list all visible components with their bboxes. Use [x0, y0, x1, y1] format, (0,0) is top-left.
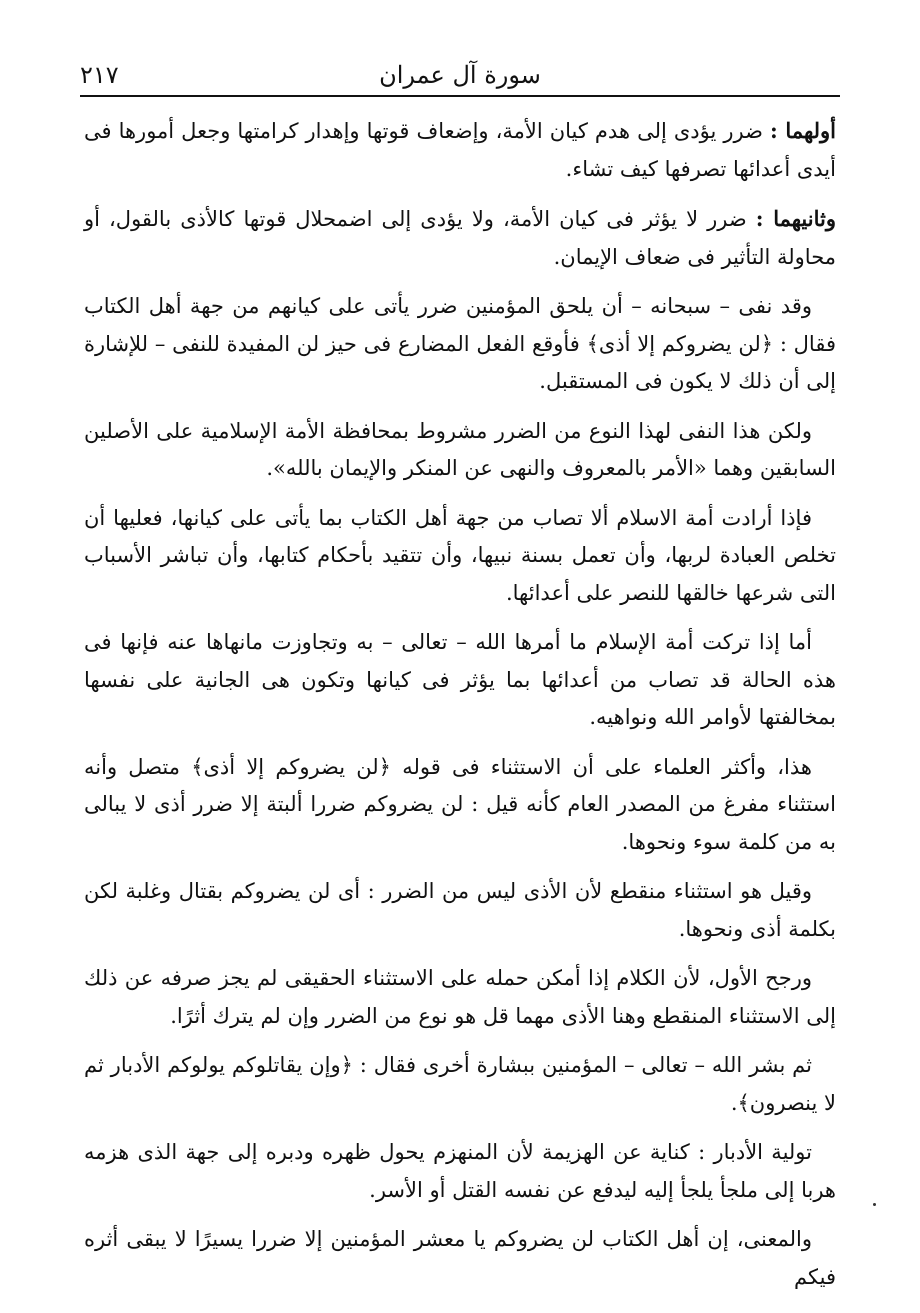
- paragraph: [84, 288, 836, 401]
- paragraph-text: وقيل هو استثناء منقطع لأن الأذى ليس من الضرر : أى لن يضروكم بقتال وغلبة لكن بكلمة أذى ونحوها.: [84, 879, 836, 941]
- paragraph-text: ورجح الأول، لأن الكلام إذا أمكن حمله على الاستثناء الحقيقى لم يجز صرفه عن ذلك إلى الاستثناء المنقطع وهنا الأذى مهما قل هو نوع من الضرر وإن لم يترك أثرًا.: [84, 966, 836, 1028]
- paragraph: [84, 873, 836, 948]
- paragraph-text: أما إذا تركت أمة الإسلام ما أمرها الله – تعالى – به وتجاوزت مانهاها عنه فإنها فى هذه الحالة قد تصاب من أعدائها بما يؤثر فى كيانها وتكون هى الجانية على نفسها بمخالفتها لأوامر الله ونواهيه.: [84, 630, 836, 729]
- paragraph: [84, 1221, 836, 1296]
- page-body: [84, 112, 836, 1308]
- header-rule: [80, 95, 840, 97]
- paragraph: [84, 413, 836, 488]
- page-header: [80, 58, 840, 96]
- paragraph-text: فإذا أرادت أمة الاسلام ألا تصاب من جهة أهل الكتاب بما يأتى على كيانها، فعليها أن تخلص العبادة لربها، وأن تعمل بسنة نبيها، وأن تتقيد بأحكام كتابها، وأن تباشر الأسباب التى شرعها خالقها للنصر على أعدائها.: [84, 505, 836, 605]
- paragraph: [84, 1047, 836, 1122]
- paragraph: [84, 749, 836, 862]
- paragraph-text: تولية الأدبار : كناية عن الهزيمة لأن المنهزم يحول ظهره ودبره إلى جهة الذى هزمه هربا إلى ملجأ يلجأ إليه ليدفع عن نفسه القتل أو الأسر.: [84, 1140, 836, 1202]
- paragraph-lead: أولهما :: [769, 118, 837, 143]
- paragraph-lead: وثانيهما :: [755, 206, 836, 231]
- paragraph-text: والمعنى، إن أهل الكتاب لن يضروكم يا معشر المؤمنين إلا ضررا يسيرًا لا يبقى أثره فيكم: [84, 1227, 836, 1289]
- paragraph-text: ولكن هذا النفى لهذا النوع من الضرر مشروط بمحافظة الأمة الإسلامية على الأصلين السابقين وهما «الأمر بالمعروف والنهى عن المنكر والإيمان بالله».: [84, 418, 836, 480]
- paragraph: [84, 960, 836, 1035]
- paragraph-text: ضرر يؤدى إلى هدم كيان الأمة، وإضعاف قوتها وإهدار كرامتها وجعل أمورها فى أيدى أعدائها تصرفها كيف تشاء.: [84, 119, 836, 181]
- paragraph-text: ضرر لا يؤثر فى كيان الأمة، ولا يؤدى إلى اضمحلال قوتها كالأذى بالقول، أو محاولة التأثير فى ضعاف الإيمان.: [84, 207, 836, 269]
- page-number: ٢١٧: [80, 61, 119, 89]
- paragraph-text: وقد نفى – سبحانه – أن يلحق المؤمنين ضرر يأتى على كيانهم من جهة أهل الكتاب فقال : ﴿لن يضروكم إلا أذى﴾ فأوقع الفعل المضارع فى حيز لن المفيدة للنفى – للإشارة إلى أن ذلك لا يكون فى المستقبل.: [84, 294, 836, 393]
- margin-dot: [873, 1203, 876, 1206]
- paragraph-text: هذا، وأكثر العلماء على أن الاستثناء فى قوله ﴿لن يضروكم إلا أذى﴾ متصل وأنه استثناء مفرغ من المصدر العام كأنه قيل : لن يضروكم ضررا ألبتة إلا ضرر أذى لا يبالى به من كلمة سوء ونحوها.: [84, 754, 836, 854]
- paragraph: [84, 1134, 836, 1209]
- paragraph-text: ثم بشر الله – تعالى – المؤمنين ببشارة أخرى فقال : ﴿وإن يقاتلوكم يولوكم الأدبار ثم لا ينصرون﴾.: [84, 1053, 836, 1115]
- paragraph: [84, 500, 836, 613]
- paragraph: [84, 200, 836, 276]
- paragraph: [84, 112, 836, 188]
- paragraph: [84, 624, 836, 737]
- surah-title: سورة آل عمران: [379, 61, 541, 89]
